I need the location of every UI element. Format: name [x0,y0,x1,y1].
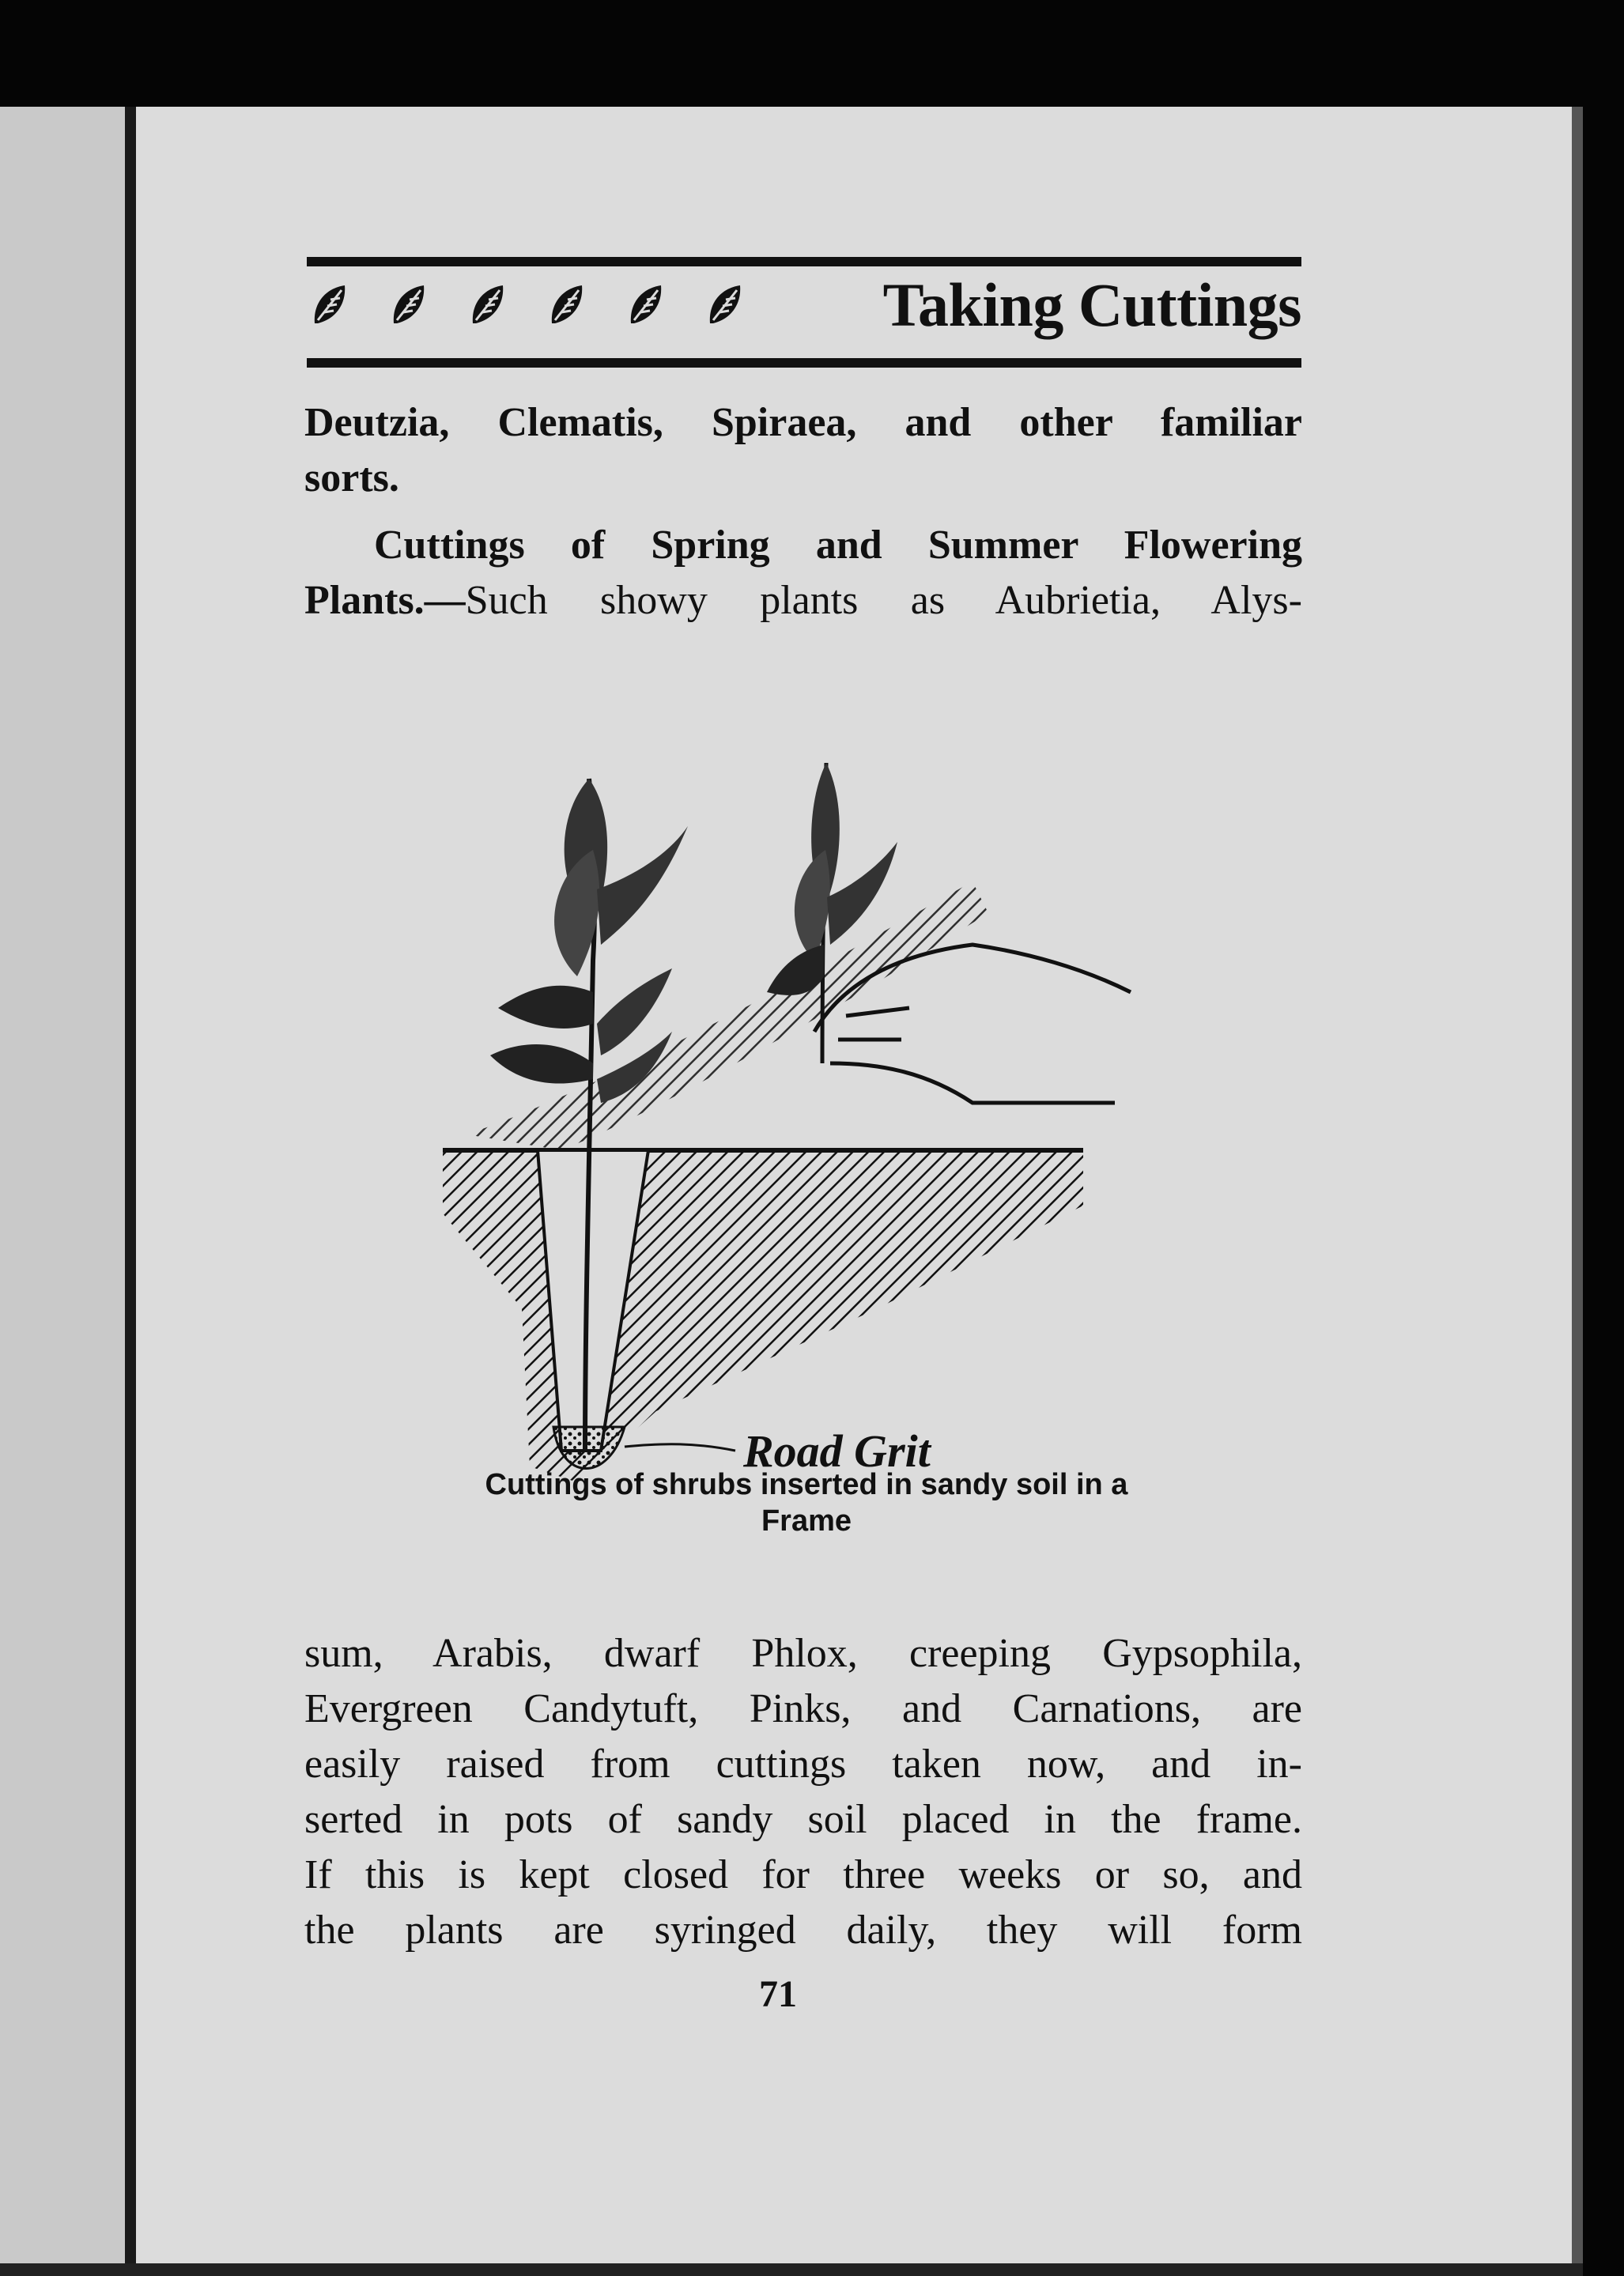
header-rule-top [307,257,1301,266]
leaf-icon [389,282,430,328]
section-heading: Cuttings of Spring and Summer Flowering [374,523,1302,568]
running-head-title: Taking Cuttings [882,270,1301,339]
text-line: Evergreen Candytuft, Pinks, and Carnations, are [304,1686,1302,1731]
section-heading-end: Plants.— [304,578,466,623]
header-rule-bottom [307,358,1301,368]
leaf-icon [547,282,588,328]
leaf-icon [626,282,667,328]
caption-line: Cuttings of shrubs inserted in sandy soil in a [485,1468,1128,1501]
leaf-icon [468,282,509,328]
paragraph-top [304,395,1302,506]
text-line: easily raised from cuttings taken now, and in- [304,1742,1302,1787]
paragraph-bottom [304,1626,1302,1958]
text-line: serted in pots of sandy soil placed in the frame. [304,1797,1302,1842]
facing-page-edge [0,107,127,2276]
figure-caption [395,1466,1218,1539]
leaf-icon [310,282,351,328]
caption-line: Frame [761,1504,852,1538]
text-line: sorts. [304,455,399,500]
text-line: the plants are syringed daily, they will form [304,1908,1302,1953]
page-gutter [125,107,136,2276]
text-line: If this is kept closed for three weeks or so, and [304,1852,1302,1897]
page-number: 71 [759,1973,797,2015]
text-line: sum, Arabis, dwarf Phlox, creeping Gypsophila, [304,1631,1302,1676]
cuttings-illustration [435,692,1186,1561]
header-ornaments [310,282,746,328]
book-page [0,107,1583,2276]
figure-label: Road Grit [743,1425,931,1477]
page-bottom-edge [0,2263,1583,2276]
text-line-rest: Such showy plants as Aubrietia, Alys- [465,578,1302,623]
page-right-edge [1572,107,1583,2276]
text-line: Deutzia, Clematis, Spiraea, and other familiar [304,400,1302,445]
text-line [304,573,1302,628]
section-heading-paragraph [304,518,1302,628]
leaf-icon [705,282,746,328]
